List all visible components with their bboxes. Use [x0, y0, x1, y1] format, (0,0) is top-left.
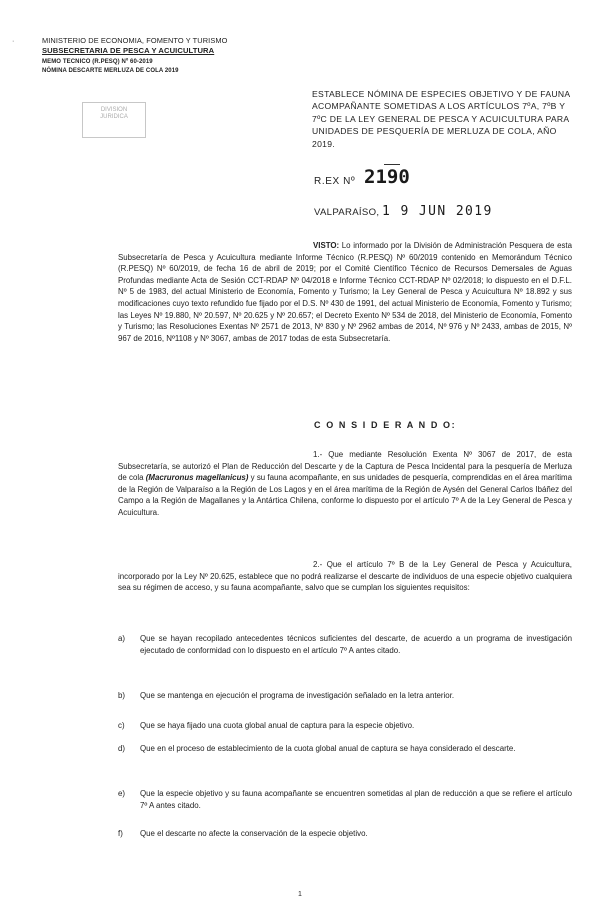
considerando-paragraph-1 [118, 449, 572, 519]
requirement-letter: a) [118, 634, 126, 643]
requirement-text: Que se hayan recopilado antecedentes técnicos suficientes del descarte, de acuerdo a un programa de investigación ejecutado de conformidad con lo dispuesto en el artículo 7º A antes citado. [140, 634, 572, 655]
considerando-paragraph-2: 2.- Que el artículo 7º B de la Ley General de Pesca y Acuicultura, incorporado por la Ley Nº 20.625, establece que no podrá realizarse el descarte de individuos de una especie objetivo cualquiera sea su régimen de acceso, y su fauna acompañante, salvo que se cumplan los siguientes requisitos: [118, 560, 572, 593]
requirement-text: Que en el proceso de establecimiento de la cuota global anual de captura se haya considerado el descarte. [140, 744, 516, 753]
requirement-letter: e) [118, 789, 126, 798]
requirement-letter: b) [118, 691, 126, 700]
subsecretaria-name: SUBSECRETARIA DE PESCA Y ACUICULTURA [42, 46, 215, 55]
ministry-name: MINISTERIO DE ECONOMIA, FOMENTO Y TURISMO [42, 36, 228, 45]
requirement-letter: c) [118, 721, 125, 730]
place-label: VALPARAÍSO, [314, 207, 380, 218]
corner-mark: · [12, 38, 15, 45]
date-stamp: 1 9 JUN 2019 [382, 204, 493, 219]
requirement-text: Que la especie objetivo y su fauna acompañante se encuentren sometidas al plan de reducción a que se refiere el artículo 7º A antes citado. [140, 789, 572, 810]
resolution-title: ESTABLECE NÓMINA DE ESPECIES OBJETIVO Y DE FAUNA ACOMPAÑANTE SOMETIDAS A LOS ARTÍCULOS 7ºA, 7ºB Y 7ºC DE LA LEY GENERAL DE PESCA Y ACUICULTURA PARA UNIDADES DE PESQUERÍA DE MERLUZA DE COLA, AÑO 2019. [312, 89, 570, 149]
visto-lead: VISTO: [313, 241, 340, 250]
division-juridica-stamp [82, 102, 146, 138]
nomina-reference: NÓMINA DESCARTE MERLUZA DE COLA 2019 [42, 68, 179, 74]
requirement-text: Que el descarte no afecte la conservación de la especie objetivo. [140, 829, 368, 838]
requirement-letter: f) [118, 829, 123, 838]
p1-text-before: 1.- Que mediante Resolución Exenta Nº 3067 de 2017, de esta Subsecretaría, se autorizó el Plan de Reducción del Descarte y de la Captura de Pesca Incidental para la pesquería de Merluza de cola [118, 450, 572, 483]
requirement-text: Que se mantenga en ejecución el programa de investigación señalado en la letra anterior. [140, 691, 455, 700]
requirement-text: Que se haya fijado una cuota global anual de captura para la especie objetivo. [140, 721, 415, 730]
rex-overline [384, 164, 400, 165]
stamp-line-1: DIVISION [100, 107, 128, 113]
visto-text: Lo informado por la División de Administración Pesquera de esta Subsecretaría de Pesca y Acuicultura mediante Informe Técnico (R.PESQ) Nº 60/2019 contenido en Memorándum Técnico (R.PESQ) Nº 60/2019, de fecha 16 de abril de 2019; por el Comité Científico Técnico de Recursos Demersales de Aguas Profundas mediante Acta de Sesión CCT-RDAP Nº 04/2018 e Informe Técnico CCT-RDAP Nº 02/2018; lo dispuesto en el D.F.L. Nº 5 de 1983, del actual Ministerio de Economía, Fomento y Turismo; la Ley General de Pesca y Acuicultura Nº 18.892 y sus modificaciones cuyo texto refundido fue fijado por el D.S. Nº 430 de 1991, del actual Ministerio de Economía, Fomento y Turismo; las Leyes Nº 19.880, Nº 20.597, Nº 20.625 y Nº 20.657; el Decreto Exento Nº 534 de 2018, del Ministerio de Economía, Fomento y Turismo; las Resoluciones Exentas Nº 2571 de 2013, Nº 830 y Nº 2962 ambas de 2014, Nº 976 y Nº 2433, ambas de 2015, Nº 967 de 2016, Nº1108 y Nº 3067, ambas de 2017 todas de esta Subsecretaría. [118, 241, 572, 343]
p1-text-after: y su fauna acompañante, en sus unidades de pesquería, comprendidas en el área marítima de la Región de Valparaíso a la Región de Los Lagos y en el área marítima de la Región de Aysén del General Carlos Ibáñez del Campo a la Región de Magallanes y la Antártica Chilena, conforme lo dispuesto por el artículo 7º A de la Ley General de Pesca y Acuicultura. [118, 473, 572, 517]
memo-reference: MEMO TECNICO (R.PESQ) Nº 60-2019 [42, 59, 153, 65]
stamp-line-2: JURIDICA [100, 114, 128, 120]
requirement-letter: d) [118, 744, 126, 753]
considerando-heading: C O N S I D E R A N D O: [314, 420, 457, 430]
rex-label: R.EX Nº [314, 176, 356, 187]
visto-paragraph [118, 240, 572, 344]
rex-number: 2190 [364, 166, 410, 188]
page-number: 1 [298, 891, 302, 898]
species-name: (Macruronus magellanicus) [145, 473, 249, 483]
